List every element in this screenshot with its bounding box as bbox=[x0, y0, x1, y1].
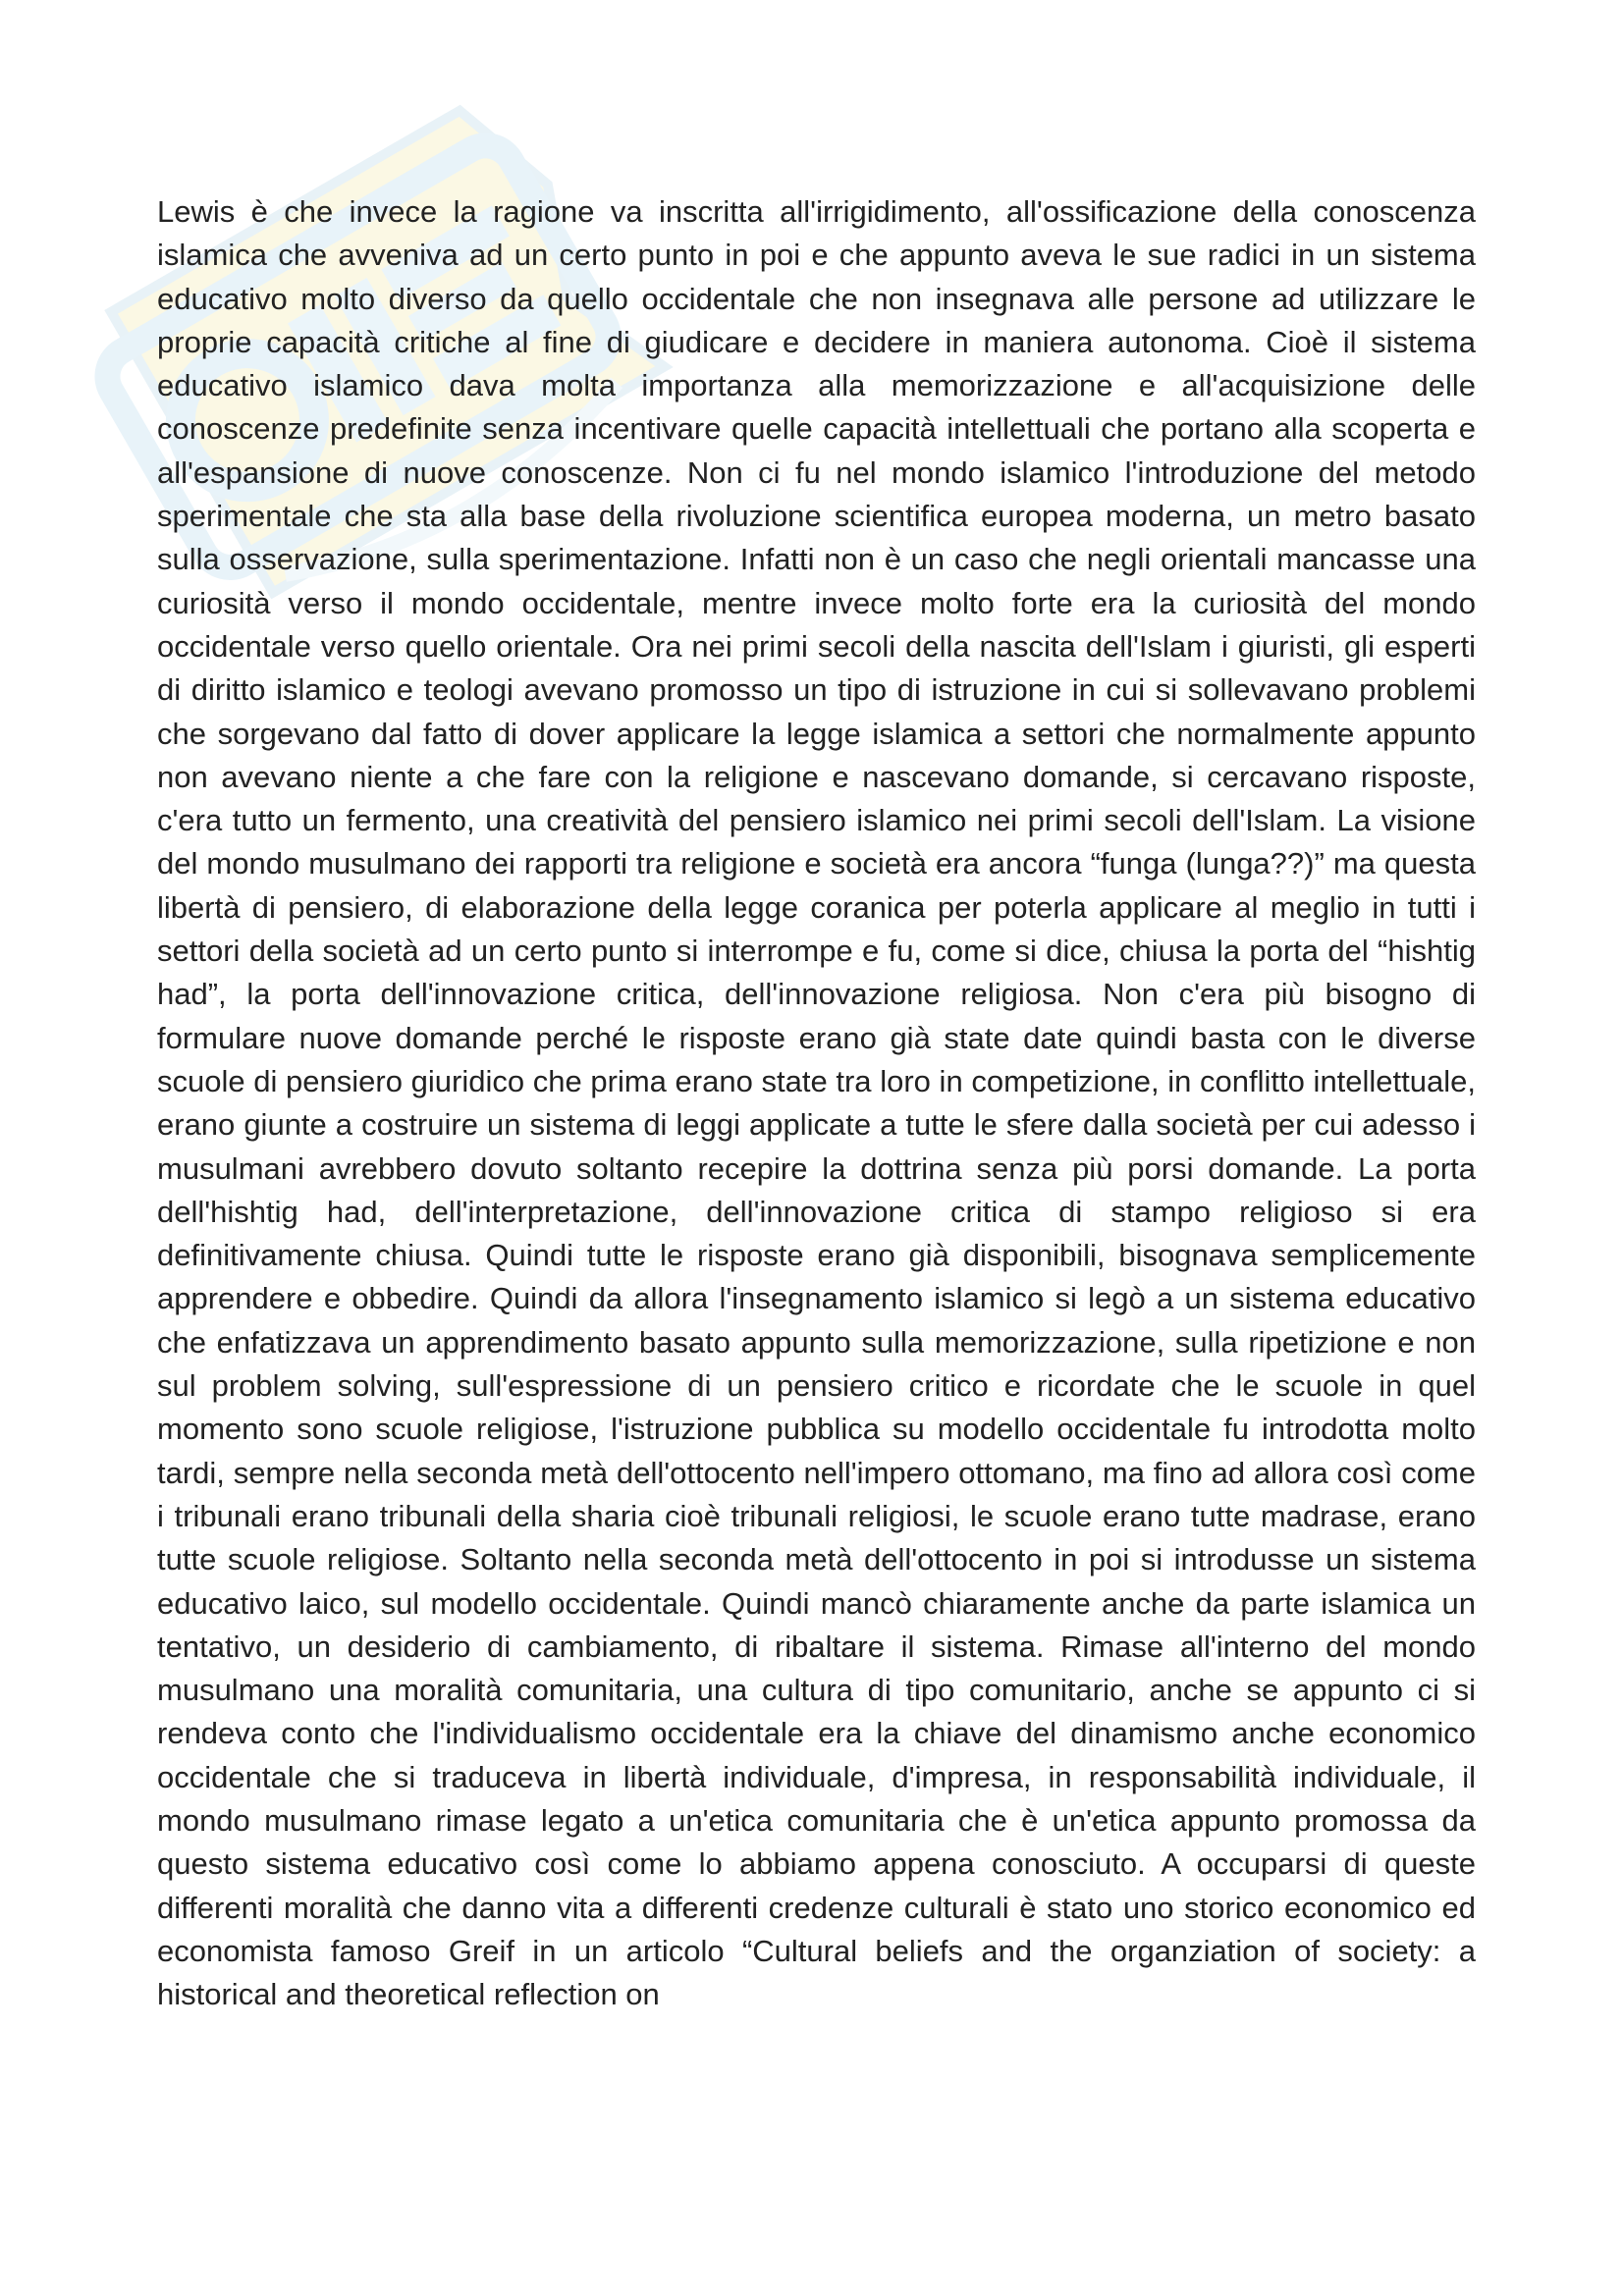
body-paragraph: Lewis è che invece la ragione va inscritta all'irrigidimento, all'ossificazione della conoscenza islamica che avveniva ad un certo punto in poi e che appunto aveva le sue radici in un sistema educativo molto diverso da quello occidentale che non insegnava alle persone ad utilizzare le proprie capacità critiche al fine di giudicare e decidere in maniera autonoma. Cioè il sistema educativo islamico dava molta importanza alla memorizzazione e all'acquisizione delle conoscenze predefinite senza incentivare quelle capacità intellettuali che portano alla scoperta e all'espansione di nuove conoscenze. Non ci fu nel mondo islamico l'introduzione del metodo sperimentale che sta alla base della rivoluzione scientifica europea moderna, un metro basato sulla osservazione, sulla sperimentazione. Infatti non è un caso che negli orientali mancasse una curiosità verso il mondo occidentale, mentre invece molto forte era la curiosità del mondo occidentale verso quello orientale. Ora nei primi secoli della nascita dell'Islam i giuristi, gli esperti di diritto islamico e teologi avevano promosso un tipo di istruzione in cui si sollevavano problemi che sorgevano dal fatto di dover applicare la legge islamica a settori che normalmente appunto non avevano niente a che fare con la religione e nascevano domande, si cercavano risposte, c'era tutto un fermento, una creatività del pensiero islamico nei primi secoli dell'Islam. La visione del mondo musulmano dei rapporti tra religione e società era ancora “funga (lunga??)” ma questa libertà di pensiero, di elaborazione della legge coranica per poterla applicare al meglio in tutti i settori della società ad un certo punto si interrompe e fu, come si dice, chiusa la porta del “hishtig had”, la porta dell'innovazione critica, dell'innovazione religiosa. Non c'era più bisogno di formulare nuove domande perché le risposte erano già state date quindi basta con le diverse scuole di pensiero giuridico che prima erano state tra loro in competizione, in conflitto intellettuale, erano giunte a costruire un sistema di leggi applicate a tutte le sfere dalla società per cui adesso i musulmani avrebbero dovuto soltanto recepire la dottrina senza più porsi domande. La porta dell'hishtig had, dell'interpretazione, dell'innovazione critica di stampo religioso si era definitivamente chiusa. Quindi tutte le risposte erano già disponibili, bisognava semplicemente apprendere e obbedire. Quindi da allora l'insegnamento islamico si legò a un sistema educativo che enfatizzava un apprendimento basato appunto sulla memorizzazione, sulla ripetizione e non sul problem solving, sull'espressione di un pensiero critico e ricordate che le scuole in quel momento sono scuole religiose, l'istruzione pubblica su modello occidentale fu introdotta molto tardi, sempre nella seconda metà dell'ottocento nell'impero ottomano, ma fino ad allora così come i tribunali erano tribunali della sharia cioè tribunali religiosi, le scuole erano tutte madrase, erano tutte scuole religiose. Soltanto nella seconda metà dell'ottocento in poi si introdusse un sistema educativo laico, sul modello occidentale. Quindi mancò chiaramente anche da parte islamica un tentativo, un desiderio di cambiamento, di ribaltare il sistema. Rimase all'interno del mondo musulmano una moralità comunitaria, una cultura di tipo comunitario, anche se appunto ci si rendeva conto che l'individualismo occidentale era la chiave del dinamismo anche economico occidentale che si traduceva in libertà individuale, d'impresa, in responsabilità individuale, il mondo musulmano rimase legato a un'etica comunitaria che è un'etica appunto promossa da questo sistema educativo così come lo abbiamo appena conosciuto. A occuparsi di queste differenti moralità che danno vita a differenti credenze culturali è stato uno storico economico ed economista famoso Greif in un articolo “Cultural beliefs and the organziation of society: a historical and theoretical reflection on bbox=[157, 194, 1476, 2012]
